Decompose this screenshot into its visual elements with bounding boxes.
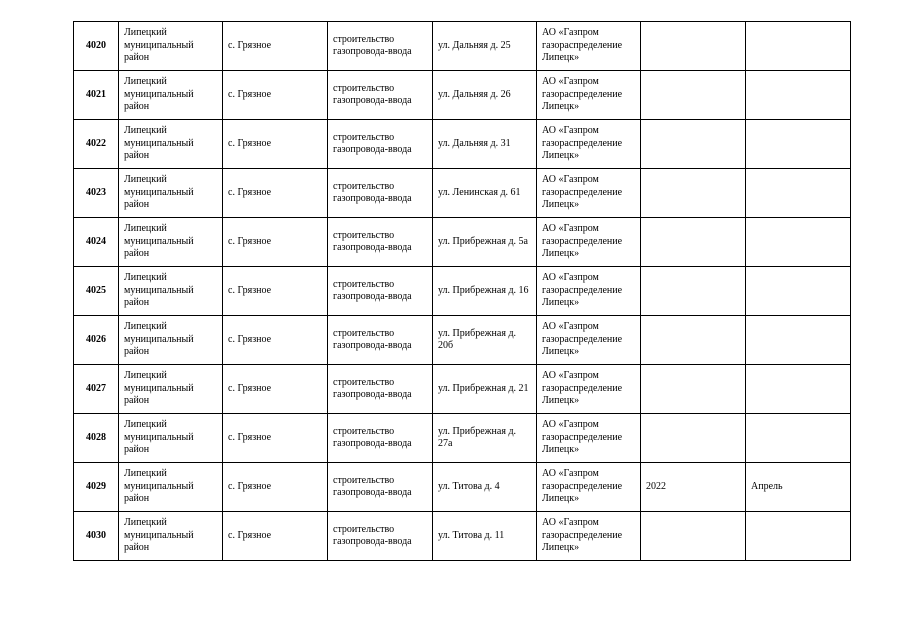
address-cell: ул. Прибрежная д. 21: [433, 365, 537, 414]
year-cell: [641, 120, 746, 169]
organization-cell: АО «Газпром газораспределение Липецк»: [537, 218, 641, 267]
year-cell: [641, 22, 746, 71]
table-row: [74, 365, 851, 414]
year-cell: [641, 169, 746, 218]
year-cell: 2022: [641, 463, 746, 512]
row-number-cell: 4029: [74, 463, 119, 512]
month-cell: [746, 512, 851, 561]
row-number-cell: 4020: [74, 22, 119, 71]
organization-cell: АО «Газпром газораспределение Липецк»: [537, 22, 641, 71]
address-cell: ул. Прибрежная д. 16: [433, 267, 537, 316]
village-cell: с. Грязное: [223, 365, 328, 414]
month-cell: [746, 316, 851, 365]
village-cell: с. Грязное: [223, 267, 328, 316]
district-cell: Липецкий муниципальный район: [119, 414, 223, 463]
month-cell: [746, 22, 851, 71]
organization-cell: АО «Газпром газораспределение Липецк»: [537, 512, 641, 561]
table-row: [74, 316, 851, 365]
district-cell: Липецкий муниципальный район: [119, 71, 223, 120]
village-cell: с. Грязное: [223, 71, 328, 120]
table-body: [74, 22, 851, 561]
work-type-cell: строительство газопровода-ввода: [328, 316, 433, 365]
address-cell: ул. Титова д. 4: [433, 463, 537, 512]
month-cell: [746, 365, 851, 414]
row-number-cell: 4027: [74, 365, 119, 414]
district-cell: Липецкий муниципальный район: [119, 169, 223, 218]
month-cell: [746, 414, 851, 463]
table-row: [74, 218, 851, 267]
village-cell: с. Грязное: [223, 120, 328, 169]
month-cell: [746, 218, 851, 267]
organization-cell: АО «Газпром газораспределение Липецк»: [537, 120, 641, 169]
year-cell: [641, 512, 746, 561]
table-row: [74, 120, 851, 169]
month-cell: Апрель: [746, 463, 851, 512]
year-cell: [641, 316, 746, 365]
organization-cell: АО «Газпром газораспределение Липецк»: [537, 463, 641, 512]
row-number-cell: 4026: [74, 316, 119, 365]
month-cell: [746, 169, 851, 218]
district-cell: Липецкий муниципальный район: [119, 365, 223, 414]
table-row: [74, 512, 851, 561]
work-type-cell: строительство газопровода-ввода: [328, 218, 433, 267]
row-number-cell: 4025: [74, 267, 119, 316]
year-cell: [641, 414, 746, 463]
village-cell: с. Грязное: [223, 512, 328, 561]
address-cell: ул. Дальняя д. 26: [433, 71, 537, 120]
work-type-cell: строительство газопровода-ввода: [328, 22, 433, 71]
district-cell: Липецкий муниципальный район: [119, 512, 223, 561]
district-cell: Липецкий муниципальный район: [119, 267, 223, 316]
row-number-cell: 4028: [74, 414, 119, 463]
table-row: [74, 267, 851, 316]
village-cell: с. Грязное: [223, 218, 328, 267]
work-type-cell: строительство газопровода-ввода: [328, 120, 433, 169]
work-type-cell: строительство газопровода-ввода: [328, 414, 433, 463]
row-number-cell: 4030: [74, 512, 119, 561]
district-cell: Липецкий муниципальный район: [119, 463, 223, 512]
organization-cell: АО «Газпром газораспределение Липецк»: [537, 71, 641, 120]
address-cell: ул. Титова д. 11: [433, 512, 537, 561]
table-row: [74, 169, 851, 218]
village-cell: с. Грязное: [223, 414, 328, 463]
month-cell: [746, 120, 851, 169]
year-cell: [641, 365, 746, 414]
address-cell: ул. Ленинская д. 61: [433, 169, 537, 218]
organization-cell: АО «Газпром газораспределение Липецк»: [537, 414, 641, 463]
organization-cell: АО «Газпром газораспределение Липецк»: [537, 316, 641, 365]
row-number-cell: 4021: [74, 71, 119, 120]
village-cell: с. Грязное: [223, 316, 328, 365]
village-cell: с. Грязное: [223, 169, 328, 218]
year-cell: [641, 218, 746, 267]
work-type-cell: строительство газопровода-ввода: [328, 463, 433, 512]
work-type-cell: строительство газопровода-ввода: [328, 267, 433, 316]
district-cell: Липецкий муниципальный район: [119, 120, 223, 169]
month-cell: [746, 71, 851, 120]
organization-cell: АО «Газпром газораспределение Липецк»: [537, 169, 641, 218]
organization-cell: АО «Газпром газораспределение Липецк»: [537, 365, 641, 414]
table-row: [74, 463, 851, 512]
gasification-table: [73, 21, 851, 561]
table-row: [74, 414, 851, 463]
address-cell: ул. Прибрежная д. 5а: [433, 218, 537, 267]
village-cell: с. Грязное: [223, 22, 328, 71]
district-cell: Липецкий муниципальный район: [119, 218, 223, 267]
work-type-cell: строительство газопровода-ввода: [328, 365, 433, 414]
work-type-cell: строительство газопровода-ввода: [328, 169, 433, 218]
organization-cell: АО «Газпром газораспределение Липецк»: [537, 267, 641, 316]
row-number-cell: 4022: [74, 120, 119, 169]
district-cell: Липецкий муниципальный район: [119, 22, 223, 71]
work-type-cell: строительство газопровода-ввода: [328, 512, 433, 561]
year-cell: [641, 267, 746, 316]
row-number-cell: 4023: [74, 169, 119, 218]
district-cell: Липецкий муниципальный район: [119, 316, 223, 365]
work-type-cell: строительство газопровода-ввода: [328, 71, 433, 120]
address-cell: ул. Прибрежная д. 27а: [433, 414, 537, 463]
address-cell: ул. Дальняя д. 25: [433, 22, 537, 71]
address-cell: ул. Прибрежная д. 20б: [433, 316, 537, 365]
table-row: [74, 71, 851, 120]
year-cell: [641, 71, 746, 120]
village-cell: с. Грязное: [223, 463, 328, 512]
month-cell: [746, 267, 851, 316]
table-row: [74, 22, 851, 71]
row-number-cell: 4024: [74, 218, 119, 267]
address-cell: ул. Дальняя д. 31: [433, 120, 537, 169]
